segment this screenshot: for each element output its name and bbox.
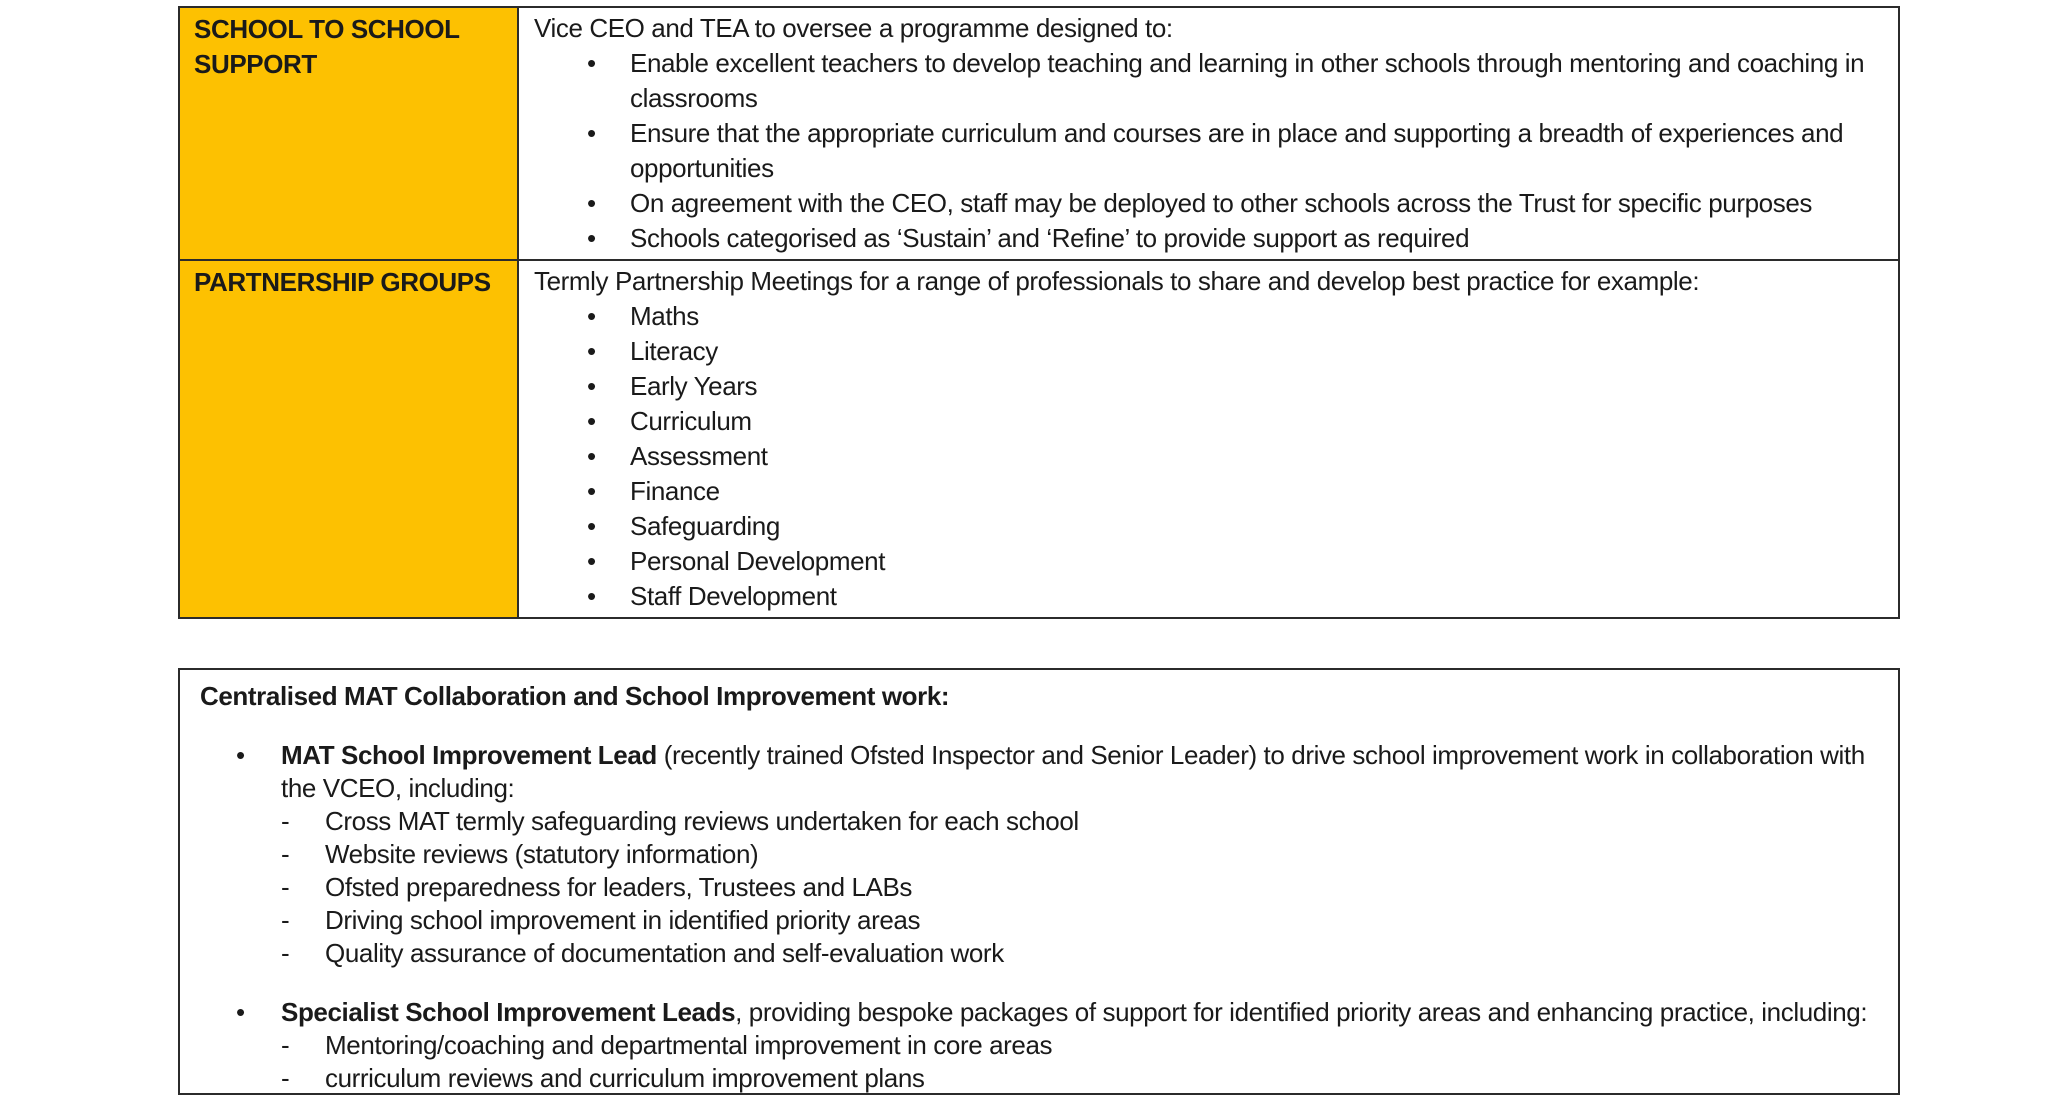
dash-marker: - xyxy=(281,938,290,968)
bullet-marker: • xyxy=(587,511,596,541)
item-rest: , providing bespoke packages of support for identified priority areas and enhancing practice, including: xyxy=(735,997,1868,1027)
sub-list xyxy=(281,805,1874,970)
bullet-marker: • xyxy=(587,223,596,253)
bullet-text: On agreement with the CEO, staff may be deployed to other schools across the Trust for specific purposes xyxy=(630,188,1812,218)
bullet-item xyxy=(587,299,1878,334)
bullet-text: Enable excellent teachers to develop teaching and learning in other schools through mentoring and coaching in classrooms xyxy=(630,48,1865,113)
bullet-text: Safeguarding xyxy=(630,511,780,541)
sub-list xyxy=(281,1029,1874,1095)
dash-text: Ofsted preparedness for leaders, Trustees and LABs xyxy=(325,872,913,902)
bullet-item xyxy=(587,439,1878,474)
dash-item xyxy=(281,1029,1874,1062)
dash-marker: - xyxy=(281,1030,290,1060)
bullet-marker: • xyxy=(587,118,596,148)
dash-text: Cross MAT termly safeguarding reviews undertaken for each school xyxy=(325,806,1079,836)
bullet-text: Literacy xyxy=(630,336,718,366)
bullet-text: Ensure that the appropriate curriculum and courses are in place and supporting a breadth of experiences and opportunities xyxy=(630,118,1844,183)
item-lead: Specialist School Improvement Leads xyxy=(281,997,736,1027)
bullet-text: Assessment xyxy=(630,441,768,471)
dash-marker: - xyxy=(281,872,290,902)
bullet-item xyxy=(587,334,1878,369)
bullet-item xyxy=(587,474,1878,509)
dash-text: Website reviews (statutory information) xyxy=(325,839,759,869)
bullet-text: Schools categorised as ‘Sustain’ and ‘Refine’ to provide support as required xyxy=(630,223,1470,253)
item-rest: (recently trained Ofsted Inspector and Senior Leader) to drive school improvement work in collaboration with the VCEO, including: xyxy=(281,740,1865,803)
dash-marker: - xyxy=(281,1063,290,1093)
dash-item xyxy=(281,805,1874,838)
dash-item xyxy=(281,871,1874,904)
dash-marker: - xyxy=(281,806,290,836)
dash-text: curriculum reviews and curriculum improvement plans xyxy=(325,1063,925,1093)
dash-text: Mentoring/coaching and departmental improvement in core areas xyxy=(325,1030,1053,1060)
list-item-mat-lead xyxy=(236,739,1874,970)
bullet-marker: • xyxy=(587,48,596,78)
bullet-marker: • xyxy=(587,188,596,218)
bullet-item xyxy=(587,116,1878,186)
dash-text: Driving school improvement in identified priority areas xyxy=(325,905,921,935)
bullet-item xyxy=(587,579,1878,614)
row-header-school-to-school xyxy=(180,8,519,261)
bullet-item xyxy=(587,404,1878,439)
item-paragraph xyxy=(281,996,1874,1029)
bullet-marker: • xyxy=(587,301,596,331)
dash-marker: - xyxy=(281,905,290,935)
bullet-text: Maths xyxy=(630,301,699,331)
bullet-text: Finance xyxy=(630,476,720,506)
list-item-content xyxy=(281,739,1874,970)
bullet-item xyxy=(587,186,1878,221)
bullet-marker: • xyxy=(587,336,596,366)
row-content-partnership-groups xyxy=(519,261,1898,617)
dash-item xyxy=(281,838,1874,871)
row-header-partnership-groups xyxy=(180,261,519,617)
dash-item xyxy=(281,904,1874,937)
item-paragraph xyxy=(281,739,1874,805)
box-title: Centralised MAT Collaboration and School Improvement work: xyxy=(200,681,950,711)
list-item-content xyxy=(281,996,1874,1095)
bullet-marker: • xyxy=(587,476,596,506)
row-intro: Termly Partnership Meetings for a range of professionals to share and develop best practice for example: xyxy=(534,266,1700,296)
bullet-marker: • xyxy=(236,740,245,770)
row-header-label: PARTNERSHIP GROUPS xyxy=(194,267,491,297)
bullet-text: Staff Development xyxy=(630,581,837,611)
improvement-list xyxy=(200,739,1874,1095)
bullet-text: Personal Development xyxy=(630,546,886,576)
bullet-item xyxy=(587,509,1878,544)
list-item-specialist-leads xyxy=(236,996,1874,1095)
bullet-list xyxy=(534,299,1878,614)
bullet-marker: • xyxy=(236,997,245,1027)
item-lead: MAT School Improvement Lead xyxy=(281,740,657,770)
row-header-label: SCHOOL TO SCHOOL SUPPORT xyxy=(194,14,460,79)
bullet-marker: • xyxy=(587,441,596,471)
dash-item xyxy=(281,1062,1874,1095)
bullet-list xyxy=(534,46,1878,256)
support-table xyxy=(178,6,1900,619)
bullet-item xyxy=(587,369,1878,404)
bullet-item xyxy=(587,46,1878,116)
bullet-item xyxy=(587,544,1878,579)
row-intro: Vice CEO and TEA to oversee a programme designed to: xyxy=(534,13,1173,43)
bullet-text: Early Years xyxy=(630,371,758,401)
bullet-marker: • xyxy=(587,371,596,401)
bullet-text: Curriculum xyxy=(630,406,752,436)
bullet-marker: • xyxy=(587,406,596,436)
row-content-school-to-school xyxy=(519,8,1898,261)
dash-item xyxy=(281,937,1874,970)
bullet-marker: • xyxy=(587,581,596,611)
improvement-box xyxy=(178,668,1900,1095)
dash-marker: - xyxy=(281,839,290,869)
bullet-item xyxy=(587,221,1878,256)
bullet-marker: • xyxy=(587,546,596,576)
dash-text: Quality assurance of documentation and self-evaluation work xyxy=(325,938,1004,968)
